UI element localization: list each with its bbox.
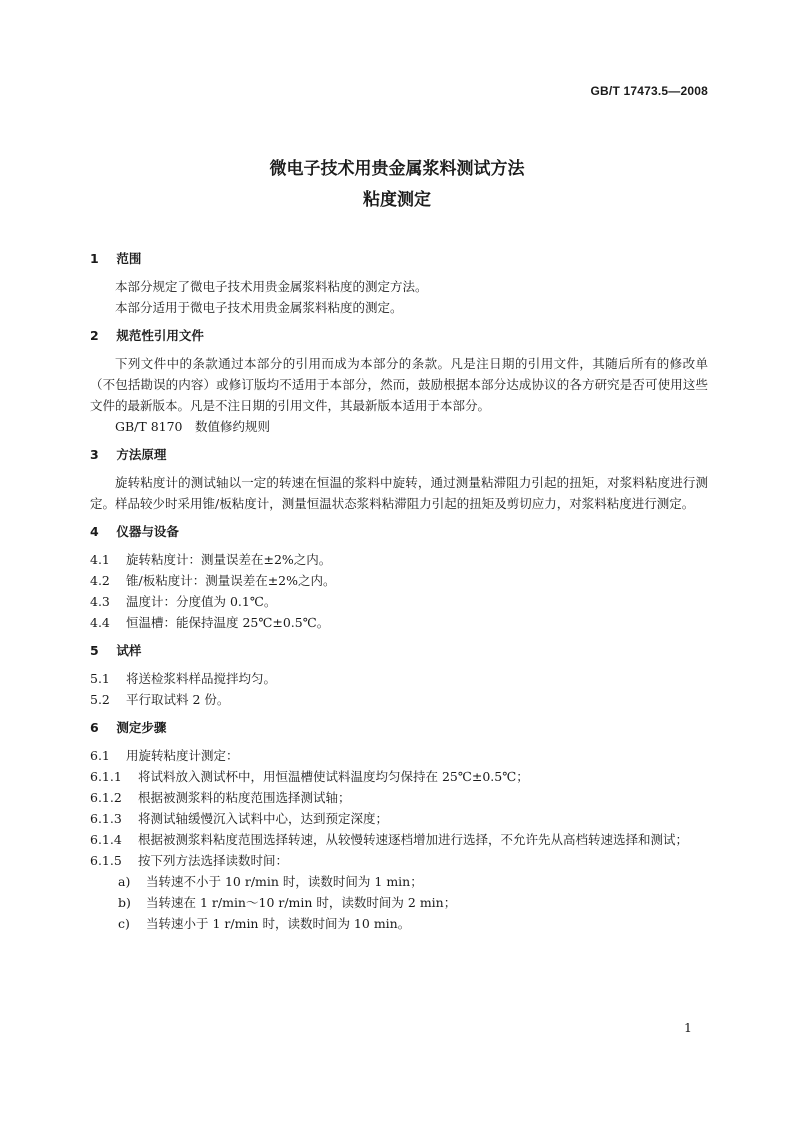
list-item bbox=[90, 850, 708, 871]
section-number: 1 bbox=[90, 251, 99, 266]
item-text: 用旋转粘度计测定： bbox=[126, 748, 239, 763]
document-title: 微电子技术用贵金属浆料测试方法 bbox=[269, 159, 525, 179]
sub-list-item bbox=[90, 913, 708, 934]
section-title: 仪器与设备 bbox=[116, 524, 179, 539]
item-text: 根据被测浆料的粘度范围选择测试轴； bbox=[138, 790, 351, 805]
section-5-heading bbox=[90, 640, 708, 661]
standard-number: GB/T 17473.5—2008 bbox=[590, 84, 708, 98]
list-item bbox=[90, 591, 708, 612]
section-title: 试样 bbox=[116, 643, 142, 658]
item-text: 将测试轴缓慢沉入试料中心，达到预定深度； bbox=[138, 811, 389, 826]
item-number: 4.4 bbox=[90, 615, 110, 630]
item-number: 6.1 bbox=[90, 748, 110, 763]
section-title: 规范性引用文件 bbox=[116, 328, 204, 343]
item-text: 平行取试料 2 份。 bbox=[126, 692, 230, 707]
item-text: 温度计：分度值为 0.1℃。 bbox=[126, 594, 277, 609]
sub-item-letter: a) bbox=[118, 874, 131, 889]
item-text: 根据被测浆料粘度范围选择转速，从较慢转速逐档增加进行选择，不允许先从高档转速选择和测试； bbox=[138, 832, 689, 847]
sub-item-text: 当转速在 1 r/min～10 r/min 时，读数时间为 2 min； bbox=[146, 895, 457, 910]
list-item bbox=[90, 612, 708, 633]
list-item bbox=[90, 745, 708, 766]
sub-item-letter: b) bbox=[118, 895, 131, 910]
normative-reference: GB/T 8170 数值修约规则 bbox=[115, 419, 271, 434]
sub-list-item bbox=[90, 892, 708, 913]
item-text: 将试料放入测试杯中，用恒温槽使试料温度均匀保持在 25℃±0.5℃； bbox=[138, 769, 529, 784]
sub-item-text: 当转速不小于 10 r/min 时，读数时间为 1 min； bbox=[146, 874, 423, 889]
item-number: 6.1.5 bbox=[90, 853, 122, 868]
item-number: 5.1 bbox=[90, 671, 110, 686]
document-body bbox=[90, 248, 708, 934]
item-text: 锥/板粘度计：测量误差在±2%之内。 bbox=[126, 573, 336, 588]
paragraph: 本部分规定了微电子技术用贵金属浆料粘度的测定方法。 bbox=[115, 279, 428, 294]
section-6-heading bbox=[90, 717, 708, 738]
section-1-heading bbox=[90, 248, 708, 269]
list-item bbox=[90, 549, 708, 570]
item-number: 6.1.1 bbox=[90, 769, 122, 784]
section-number: 3 bbox=[90, 447, 99, 462]
document-subtitle: 粘度测定 bbox=[363, 190, 431, 210]
item-text: 将送检浆料样品搅拌均匀。 bbox=[126, 671, 277, 686]
paragraph: 本部分适用于微电子技术用贵金属浆料粘度的测定。 bbox=[115, 300, 403, 315]
item-number: 6.1.2 bbox=[90, 790, 122, 805]
item-number: 4.1 bbox=[90, 552, 110, 567]
list-item bbox=[90, 689, 708, 710]
list-item bbox=[90, 829, 708, 850]
paragraph: 旋转粘度计的测试轴以一定的转速在恒温的浆料中旋转，通过测量粘滞阻力引起的扭矩，对浆料粘度进行测定。样品较少时采用锥/板粘度计，测量恒温状态浆料粘滞阻力引起的扭矩及剪切应力，对浆料粘度进行测定。 bbox=[90, 475, 708, 511]
section-number: 2 bbox=[90, 328, 99, 343]
list-item bbox=[90, 570, 708, 591]
paragraph: 下列文件中的条款通过本部分的引用而成为本部分的条款。凡是注日期的引用文件，其随后所有的修改单（不包括勘误的内容）或修订版均不适用于本部分，然而，鼓励根据本部分达成协议的各方研究是否可使用这些文件的最新版本。凡是不注日期的引用文件，其最新版本适用于本部分。 bbox=[90, 356, 708, 413]
section-4-heading bbox=[90, 521, 708, 542]
list-item bbox=[90, 766, 708, 787]
section-number: 6 bbox=[90, 720, 99, 735]
item-text: 恒温槽：能保持温度 25℃±0.5℃。 bbox=[126, 615, 330, 630]
section-title: 方法原理 bbox=[116, 447, 167, 462]
item-number: 4.3 bbox=[90, 594, 110, 609]
sub-item-letter: c) bbox=[118, 916, 130, 931]
item-number: 6.1.4 bbox=[90, 832, 122, 847]
section-number: 4 bbox=[90, 524, 99, 539]
section-number: 5 bbox=[90, 643, 99, 658]
list-item bbox=[90, 808, 708, 829]
section-title: 范围 bbox=[116, 251, 142, 266]
item-text: 按下列方法选择读数时间： bbox=[138, 853, 289, 868]
item-number: 5.2 bbox=[90, 692, 110, 707]
item-number: 6.1.3 bbox=[90, 811, 122, 826]
sub-item-text: 当转速小于 1 r/min 时，读数时间为 10 min。 bbox=[146, 916, 411, 931]
list-item bbox=[90, 668, 708, 689]
list-item bbox=[90, 787, 708, 808]
item-number: 4.2 bbox=[90, 573, 110, 588]
sub-list-item bbox=[90, 871, 708, 892]
section-2-heading bbox=[90, 325, 708, 346]
item-text: 旋转粘度计：测量误差在±2%之内。 bbox=[126, 552, 332, 567]
section-3-heading bbox=[90, 444, 708, 465]
section-title: 测定步骤 bbox=[116, 720, 167, 735]
page-number: 1 bbox=[684, 1020, 692, 1035]
